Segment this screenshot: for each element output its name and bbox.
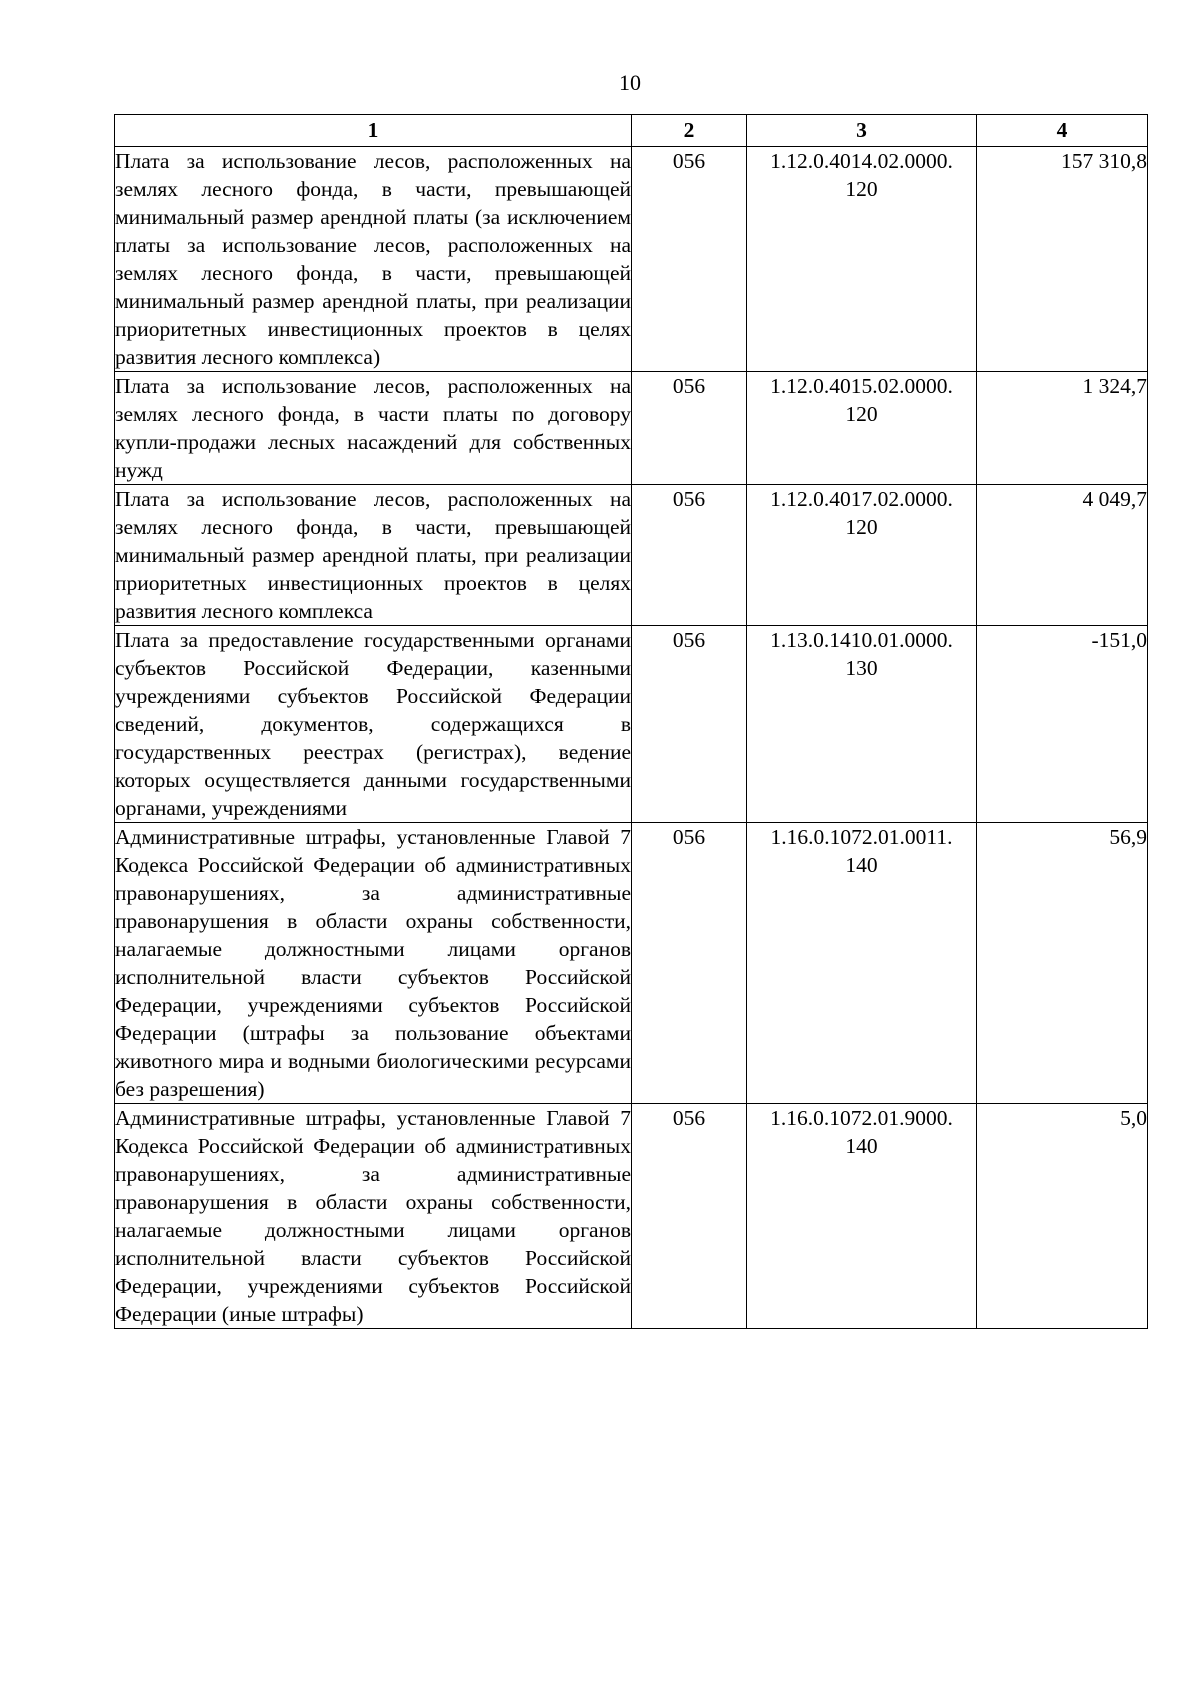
administrator-code: 056	[632, 823, 747, 1104]
column-header-2: 2	[632, 115, 747, 147]
amount: 1 324,7	[977, 372, 1148, 485]
table-row	[115, 823, 1148, 1104]
table-row	[115, 147, 1148, 372]
amount: -151,0	[977, 626, 1148, 823]
table-row	[115, 1104, 1148, 1329]
administrator-code: 056	[632, 1104, 747, 1329]
classification-code-main: 1.12.0.4015.02.0000.	[770, 374, 953, 398]
classification-code	[747, 147, 977, 372]
amount: 4 049,7	[977, 485, 1148, 626]
administrator-code: 056	[632, 147, 747, 372]
table-header-row	[115, 115, 1148, 147]
revenue-name: Административные штрафы, установленные Главой 7 Кодекса Российской Федерации об административных правонарушениях, за административные правонарушения в области охраны собственности, налагаемые должностными лицами органов исполнительной власти субъектов Российской Федерации, учреждениями субъектов Российской Федерации (иные штрафы)	[115, 1104, 632, 1329]
classification-code-suffix: 120	[845, 515, 878, 539]
table-row	[115, 485, 1148, 626]
classification-code	[747, 626, 977, 823]
revenue-name: Плата за использование лесов, расположенных на землях лесного фонда, в части платы по договору купли-продажи лесных насаждений для собственных нужд	[115, 372, 632, 485]
classification-code-suffix: 120	[845, 177, 878, 201]
classification-code	[747, 372, 977, 485]
revenue-name: Плата за использование лесов, расположенных на землях лесного фонда, в части, превышающей минимальный размер арендной платы, при реализации приоритетных инвестиционных проектов в целях развития лесного комплекса	[115, 485, 632, 626]
classification-code	[747, 823, 977, 1104]
column-header-4: 4	[977, 115, 1148, 147]
amount: 157 310,8	[977, 147, 1148, 372]
revenue-name: Административные штрафы, установленные Главой 7 Кодекса Российской Федерации об административных правонарушениях, за административные правонарушения в области охраны собственности, налагаемые должностными лицами органов исполнительной власти субъектов Российской Федерации, учреждениями субъектов Российской Федерации (штрафы за пользование объектами животного мира и водными биологическими ресурсами без разрешения)	[115, 823, 632, 1104]
amount: 56,9	[977, 823, 1148, 1104]
table-row	[115, 372, 1148, 485]
classification-code-main: 1.12.0.4014.02.0000.	[770, 149, 953, 173]
classification-code	[747, 485, 977, 626]
administrator-code: 056	[632, 626, 747, 823]
classification-code-main: 1.12.0.4017.02.0000.	[770, 487, 953, 511]
column-header-3: 3	[747, 115, 977, 147]
administrator-code: 056	[632, 485, 747, 626]
revenue-name: Плата за предоставление государственными органами субъектов Российской Федерации, казенными учреждениями субъектов Российской Федерации сведений, документов, содержащихся в государственных реестрах (регистрах), ведение которых осуществляется данными государственными органами, учреждениями	[115, 626, 632, 823]
classification-code-main: 1.16.0.1072.01.0011.	[770, 825, 953, 849]
revenue-table	[114, 114, 1148, 1329]
column-header-1: 1	[115, 115, 632, 147]
page-number: 10	[619, 70, 641, 95]
classification-code-suffix: 140	[845, 853, 878, 877]
classification-code	[747, 1104, 977, 1329]
amount: 5,0	[977, 1104, 1148, 1329]
classification-code-main: 1.13.0.1410.01.0000.	[770, 628, 953, 652]
classification-code-main: 1.16.0.1072.01.9000.	[770, 1106, 953, 1130]
table-row	[115, 626, 1148, 823]
revenue-name: Плата за использование лесов, расположенных на землях лесного фонда, в части, превышающей минимальный размер арендной платы (за исключением платы за использование лесов, расположенных на землях лесного фонда, в части, превышающей минимальный размер арендной платы, при реализации приоритетных инвестиционных проектов в целях развития лесного комплекса)	[115, 147, 632, 372]
administrator-code: 056	[632, 372, 747, 485]
classification-code-suffix: 120	[845, 402, 878, 426]
classification-code-suffix: 140	[845, 1134, 878, 1158]
classification-code-suffix: 130	[845, 656, 878, 680]
